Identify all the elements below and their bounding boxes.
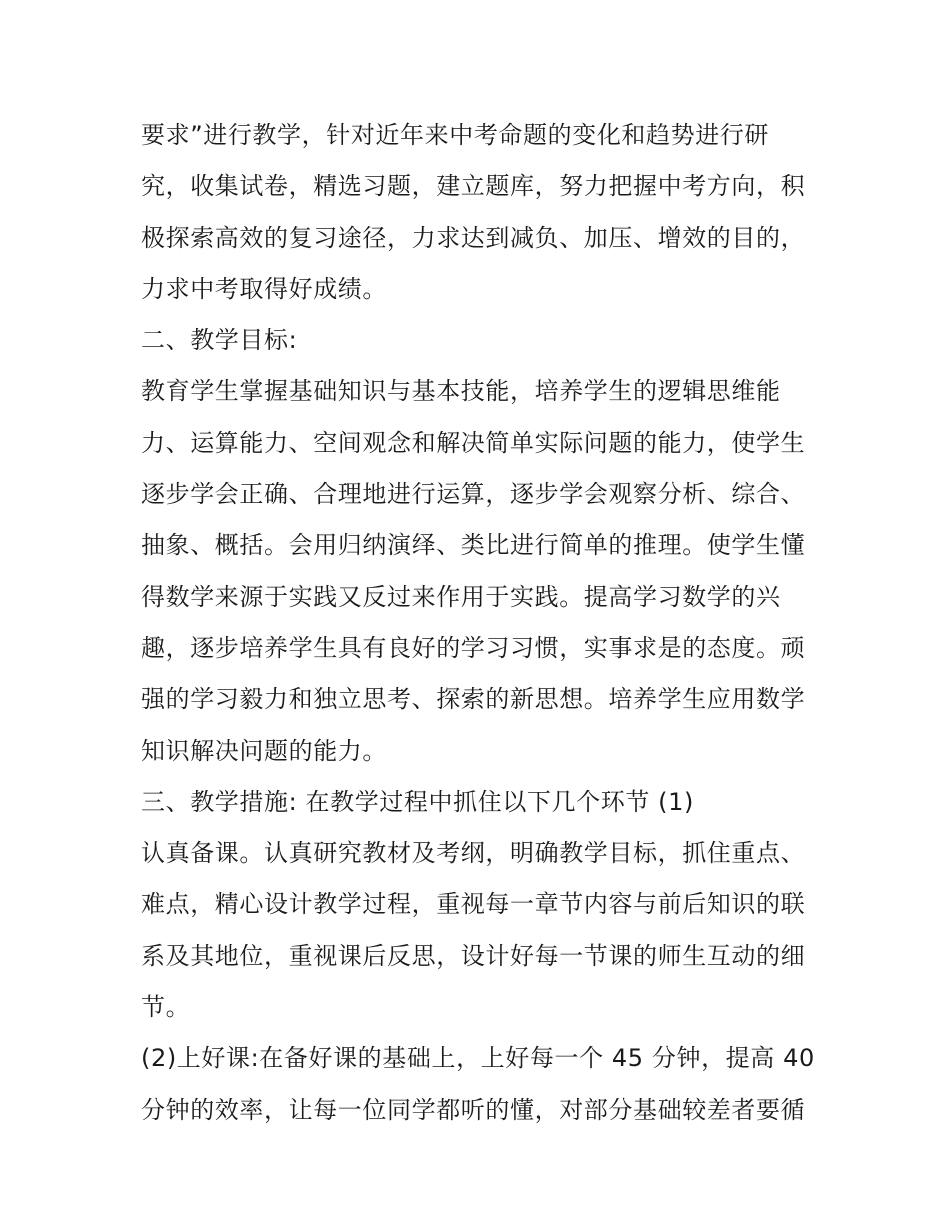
text-line: (2)上好课:在备好课的基础上，上好每一个 45 分钟，提高 40 [141, 1044, 815, 1073]
section-heading-goals: 二、教学目标: [141, 326, 298, 355]
section-heading-measures: 三、教学措施: 在教学过程中抓住以下几个环节 (1) [141, 787, 694, 816]
text-line: 系及其地位，重视课后反思，设计好每一节课的师生互动的细 [141, 941, 806, 970]
text-line: 力求中考取得好成绩。 [141, 274, 387, 303]
text-line: 得数学来源于实践又反过来作用于实践。提高学习数学的兴 [141, 582, 781, 611]
text-line: 难点，精心设计教学过程，重视每一章节内容与前后知识的联 [141, 890, 806, 919]
text-line: 强的学习毅力和独立思考、探索的新思想。培养学生应用数学 [141, 685, 806, 714]
text-line: 要求”进行教学，针对近年来中考命题的变化和趋势进行研 [141, 121, 770, 149]
text-line: 力、运算能力、空间观念和解决简单实际问题的能力，使学生 [141, 428, 806, 457]
text-line: 教育学生掌握基础知识与基本技能，培养学生的逻辑思维能 [141, 377, 781, 406]
text-line: 知识解决问题的能力。 [141, 736, 387, 765]
text-line: 究，收集试卷，精选习题，建立题库，努力把握中考方向，积 [141, 172, 806, 201]
text-line: 极探索高效的复习途径，力求达到减负、加压、增效的目的， [141, 223, 806, 252]
text-line: 逐步学会正确、合理地进行运算，逐步学会观察分析、综合、 [141, 480, 806, 509]
text-line: 分钟的效率，让每一位同学都听的懂，对部分基础较差者要循 [141, 1095, 806, 1124]
text-line: 节。 [141, 993, 191, 1022]
text-line: 认真备课。认真研究教材及考纲，明确教学目标，抓住重点、 [141, 839, 806, 868]
text-line: 抽象、概括。会用归纳演绎、类比进行简单的推理。使学生懂 [141, 531, 806, 560]
text-line: 趣，逐步培养学生具有良好的学习习惯，实事求是的态度。顽 [141, 633, 806, 662]
document-body [141, 110, 821, 1136]
